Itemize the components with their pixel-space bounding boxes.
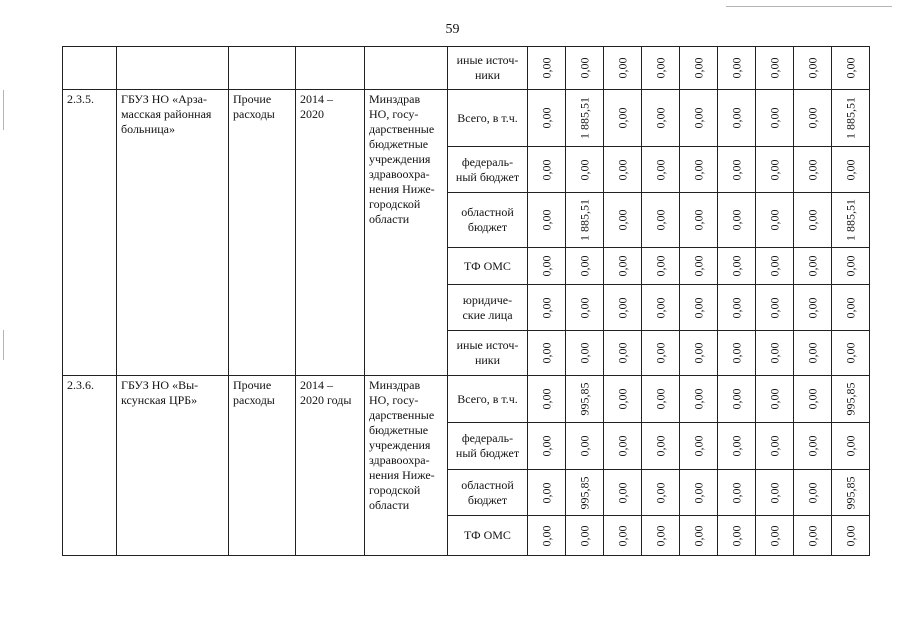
value-text: 0,00 bbox=[691, 482, 705, 503]
value-text: 0,00 bbox=[691, 435, 705, 457]
value-cell bbox=[642, 193, 680, 248]
value-text: 0,00 bbox=[577, 435, 591, 457]
value-cell bbox=[756, 285, 794, 331]
funding-source-cell: Всего, в т.ч. bbox=[448, 376, 528, 423]
value-text: 0,00 bbox=[577, 159, 591, 180]
value-text: 0,00 bbox=[653, 297, 667, 318]
funding-source-cell: ТФ ОМС bbox=[448, 516, 528, 556]
value-cell bbox=[756, 47, 794, 90]
value-cell bbox=[604, 47, 642, 90]
value-text: 995,85 bbox=[843, 476, 857, 509]
expense-type-cell bbox=[229, 376, 296, 556]
value-cell bbox=[756, 376, 794, 423]
value-cell bbox=[528, 248, 566, 285]
value-text: 0,00 bbox=[653, 159, 667, 180]
table-row bbox=[63, 376, 870, 423]
empty-cell bbox=[229, 47, 296, 90]
period-cell-text: 2014 – 2020 годы bbox=[300, 378, 352, 407]
value-text: 0,00 bbox=[691, 159, 705, 180]
value-cell bbox=[756, 331, 794, 376]
value-text: 0,00 bbox=[729, 107, 743, 129]
value-cell bbox=[832, 147, 870, 193]
value-text: 0,00 bbox=[615, 209, 629, 231]
value-text: 0,00 bbox=[805, 209, 819, 231]
value-text: 0,00 bbox=[539, 525, 553, 546]
value-cell bbox=[794, 193, 832, 248]
value-text: 0,00 bbox=[691, 209, 705, 231]
value-text: 0,00 bbox=[577, 342, 591, 364]
value-text: 0,00 bbox=[805, 159, 819, 180]
value-text: 0,00 bbox=[805, 482, 819, 503]
value-text: 0,00 bbox=[539, 297, 553, 318]
value-text: 0,00 bbox=[691, 57, 705, 79]
value-cell bbox=[642, 90, 680, 147]
scan-artifact-line bbox=[3, 90, 4, 130]
value-text: 0,00 bbox=[691, 107, 705, 129]
value-cell bbox=[680, 147, 718, 193]
value-text: 0,00 bbox=[615, 107, 629, 129]
value-cell bbox=[566, 423, 604, 470]
value-text: 0,00 bbox=[805, 388, 819, 410]
value-text: 0,00 bbox=[767, 255, 781, 277]
value-cell bbox=[832, 376, 870, 423]
value-text: 0,00 bbox=[539, 482, 553, 503]
value-text: 0,00 bbox=[805, 107, 819, 129]
funding-source-cell: федераль- ный бюджет bbox=[448, 147, 528, 193]
value-cell bbox=[604, 376, 642, 423]
value-cell bbox=[528, 516, 566, 556]
value-cell bbox=[832, 516, 870, 556]
funding-source-cell: Всего, в т.ч. bbox=[448, 90, 528, 147]
value-cell bbox=[794, 147, 832, 193]
value-cell bbox=[528, 90, 566, 147]
value-cell bbox=[756, 423, 794, 470]
value-cell bbox=[528, 423, 566, 470]
value-text: 0,00 bbox=[729, 159, 743, 180]
value-cell bbox=[604, 193, 642, 248]
value-cell bbox=[794, 470, 832, 516]
value-text: 0,00 bbox=[653, 342, 667, 364]
value-cell bbox=[832, 47, 870, 90]
period-cell bbox=[296, 376, 365, 556]
value-cell bbox=[794, 90, 832, 147]
value-cell bbox=[756, 147, 794, 193]
page-number: 59 bbox=[445, 22, 460, 37]
funding-source-cell: юридиче- ские лица bbox=[448, 285, 528, 331]
value-cell bbox=[604, 423, 642, 470]
budget-table bbox=[62, 46, 870, 556]
value-text: 0,00 bbox=[539, 255, 553, 277]
value-text: 995,85 bbox=[577, 476, 591, 509]
institution-name-cell-text: ГБУЗ НО «Вы- ксунская ЦРБ» bbox=[121, 378, 199, 407]
value-cell bbox=[642, 248, 680, 285]
value-text: 0,00 bbox=[767, 57, 781, 79]
value-cell bbox=[566, 47, 604, 90]
value-text: 0,00 bbox=[805, 435, 819, 457]
value-cell bbox=[832, 248, 870, 285]
value-text: 0,00 bbox=[615, 525, 629, 546]
expense-type-cell-text: Прочие расходы bbox=[233, 378, 275, 407]
value-text: 0,00 bbox=[653, 525, 667, 546]
value-cell bbox=[680, 47, 718, 90]
value-text: 0,00 bbox=[539, 209, 553, 231]
value-text: 0,00 bbox=[691, 255, 705, 277]
scan-artifact-line bbox=[726, 6, 892, 7]
value-cell bbox=[718, 248, 756, 285]
value-text: 0,00 bbox=[539, 388, 553, 410]
value-text: 0,00 bbox=[615, 255, 629, 277]
funding-source-cell: областной бюджет bbox=[448, 470, 528, 516]
value-cell bbox=[642, 147, 680, 193]
value-text: 0,00 bbox=[539, 435, 553, 457]
institution-name-cell-text: ГБУЗ НО «Арза- масская районная больница» bbox=[121, 92, 212, 136]
value-text: 0,00 bbox=[615, 57, 629, 79]
value-text: 0,00 bbox=[653, 107, 667, 129]
empty-cell bbox=[117, 47, 229, 90]
value-cell bbox=[718, 331, 756, 376]
value-cell bbox=[794, 423, 832, 470]
value-cell bbox=[680, 423, 718, 470]
value-cell bbox=[566, 376, 604, 423]
value-cell bbox=[604, 248, 642, 285]
value-text: 0,00 bbox=[653, 388, 667, 410]
value-text: 1 885,51 bbox=[577, 199, 591, 241]
empty-cell bbox=[296, 47, 365, 90]
value-cell bbox=[718, 147, 756, 193]
value-cell bbox=[566, 331, 604, 376]
value-cell bbox=[566, 90, 604, 147]
value-cell bbox=[604, 285, 642, 331]
value-cell bbox=[604, 516, 642, 556]
funding-source-cell: областной бюджет bbox=[448, 193, 528, 248]
value-cell bbox=[718, 470, 756, 516]
value-cell bbox=[832, 285, 870, 331]
value-text: 0,00 bbox=[729, 388, 743, 410]
institution-name-cell bbox=[117, 376, 229, 556]
value-cell bbox=[604, 331, 642, 376]
value-cell bbox=[528, 331, 566, 376]
executor-cell-text: Минздрав НО, госу- дарственные бюджетные учреждения здравоохра- нения Ниже- городской области bbox=[369, 378, 435, 512]
value-text: 1 885,51 bbox=[843, 97, 857, 139]
period-cell-text: 2014 – 2020 bbox=[300, 92, 333, 121]
value-text: 0,00 bbox=[805, 255, 819, 277]
value-text: 0,00 bbox=[539, 159, 553, 180]
value-cell bbox=[604, 147, 642, 193]
value-cell bbox=[642, 285, 680, 331]
value-text: 0,00 bbox=[843, 57, 857, 79]
value-text: 0,00 bbox=[577, 525, 591, 546]
value-cell bbox=[680, 331, 718, 376]
value-text: 1 885,51 bbox=[577, 97, 591, 139]
value-cell bbox=[832, 423, 870, 470]
value-cell bbox=[794, 516, 832, 556]
value-text: 0,00 bbox=[805, 525, 819, 546]
value-cell bbox=[718, 423, 756, 470]
value-text: 0,00 bbox=[805, 342, 819, 364]
value-cell bbox=[718, 516, 756, 556]
value-cell bbox=[718, 376, 756, 423]
value-text: 0,00 bbox=[577, 57, 591, 79]
value-text: 0,00 bbox=[767, 107, 781, 129]
value-text: 995,85 bbox=[577, 382, 591, 416]
value-cell bbox=[680, 248, 718, 285]
value-text: 0,00 bbox=[805, 297, 819, 318]
executor-cell bbox=[365, 90, 448, 376]
value-cell bbox=[794, 47, 832, 90]
value-text: 0,00 bbox=[615, 388, 629, 410]
value-text: 0,00 bbox=[577, 297, 591, 318]
value-cell bbox=[680, 516, 718, 556]
value-cell bbox=[794, 248, 832, 285]
value-text: 0,00 bbox=[653, 435, 667, 457]
funding-source-cell: иные источ- ники bbox=[448, 47, 528, 90]
value-cell bbox=[794, 285, 832, 331]
value-text: 995,85 bbox=[843, 382, 857, 416]
value-text: 1 885,51 bbox=[843, 199, 857, 241]
value-cell bbox=[566, 516, 604, 556]
value-cell bbox=[642, 47, 680, 90]
value-cell bbox=[528, 193, 566, 248]
executor-cell bbox=[365, 376, 448, 556]
value-cell bbox=[680, 470, 718, 516]
value-cell bbox=[680, 376, 718, 423]
value-cell bbox=[566, 147, 604, 193]
value-text: 0,00 bbox=[729, 209, 743, 231]
value-text: 0,00 bbox=[615, 482, 629, 503]
value-text: 0,00 bbox=[729, 297, 743, 318]
value-text: 0,00 bbox=[843, 255, 857, 277]
value-text: 0,00 bbox=[843, 435, 857, 457]
value-text: 0,00 bbox=[767, 297, 781, 318]
empty-cell bbox=[63, 47, 117, 90]
value-cell bbox=[794, 331, 832, 376]
value-cell bbox=[604, 90, 642, 147]
value-cell bbox=[832, 90, 870, 147]
expense-type-cell-text: Прочие расходы bbox=[233, 92, 275, 121]
value-cell bbox=[756, 248, 794, 285]
institution-name-cell bbox=[117, 90, 229, 376]
value-cell bbox=[756, 516, 794, 556]
value-text: 0,00 bbox=[843, 342, 857, 364]
funding-source-cell: ТФ ОМС bbox=[448, 248, 528, 285]
value-cell bbox=[566, 470, 604, 516]
period-cell bbox=[296, 90, 365, 376]
value-cell bbox=[832, 331, 870, 376]
value-text: 0,00 bbox=[767, 435, 781, 457]
value-cell bbox=[756, 193, 794, 248]
value-text: 0,00 bbox=[805, 57, 819, 79]
value-cell bbox=[794, 376, 832, 423]
value-text: 0,00 bbox=[767, 388, 781, 410]
value-text: 0,00 bbox=[539, 107, 553, 129]
value-text: 0,00 bbox=[729, 525, 743, 546]
value-text: 0,00 bbox=[577, 255, 591, 277]
value-cell bbox=[832, 470, 870, 516]
value-cell bbox=[528, 47, 566, 90]
value-cell bbox=[528, 285, 566, 331]
value-text: 0,00 bbox=[539, 57, 553, 79]
value-text: 0,00 bbox=[615, 342, 629, 364]
value-text: 0,00 bbox=[615, 297, 629, 318]
value-text: 0,00 bbox=[767, 482, 781, 503]
expense-type-cell bbox=[229, 90, 296, 376]
value-cell bbox=[642, 376, 680, 423]
value-text: 0,00 bbox=[729, 57, 743, 79]
executor-cell-text: Минздрав НО, госу- дарственные бюджетные учреждения здравоохра- нения Ниже- городской области bbox=[369, 92, 435, 226]
value-cell bbox=[680, 90, 718, 147]
value-text: 0,00 bbox=[767, 159, 781, 180]
value-cell bbox=[566, 248, 604, 285]
value-text: 0,00 bbox=[729, 255, 743, 277]
value-cell bbox=[718, 285, 756, 331]
table-row bbox=[63, 90, 870, 147]
value-cell bbox=[642, 331, 680, 376]
value-cell bbox=[566, 285, 604, 331]
value-cell bbox=[718, 193, 756, 248]
value-text: 0,00 bbox=[615, 435, 629, 457]
value-text: 0,00 bbox=[843, 159, 857, 180]
value-cell bbox=[680, 193, 718, 248]
empty-cell bbox=[365, 47, 448, 90]
item-number-cell bbox=[63, 90, 117, 376]
value-cell bbox=[642, 470, 680, 516]
table-row bbox=[63, 47, 870, 90]
value-cell bbox=[528, 470, 566, 516]
item-number-cell-text: 2.3.5. bbox=[67, 92, 94, 106]
value-cell bbox=[604, 470, 642, 516]
value-cell bbox=[566, 193, 604, 248]
value-text: 0,00 bbox=[653, 209, 667, 231]
funding-source-cell: федераль- ный бюджет bbox=[448, 423, 528, 470]
item-number-cell-text: 2.3.6. bbox=[67, 378, 94, 392]
value-text: 0,00 bbox=[539, 342, 553, 364]
value-cell bbox=[718, 47, 756, 90]
value-text: 0,00 bbox=[691, 525, 705, 546]
value-text: 0,00 bbox=[691, 297, 705, 318]
value-text: 0,00 bbox=[729, 342, 743, 364]
value-text: 0,00 bbox=[767, 342, 781, 364]
value-text: 0,00 bbox=[615, 159, 629, 180]
value-text: 0,00 bbox=[843, 297, 857, 318]
value-text: 0,00 bbox=[691, 342, 705, 364]
value-text: 0,00 bbox=[729, 482, 743, 503]
value-text: 0,00 bbox=[691, 388, 705, 410]
value-cell bbox=[718, 90, 756, 147]
value-cell bbox=[756, 90, 794, 147]
value-cell bbox=[756, 470, 794, 516]
value-text: 0,00 bbox=[653, 57, 667, 79]
value-text: 0,00 bbox=[767, 209, 781, 231]
value-text: 0,00 bbox=[653, 482, 667, 503]
value-cell bbox=[528, 376, 566, 423]
value-cell bbox=[642, 516, 680, 556]
value-text: 0,00 bbox=[843, 525, 857, 546]
funding-source-cell: иные источ- ники bbox=[448, 331, 528, 376]
value-text: 0,00 bbox=[767, 525, 781, 546]
value-cell bbox=[832, 193, 870, 248]
value-cell bbox=[680, 285, 718, 331]
value-cell bbox=[642, 423, 680, 470]
value-text: 0,00 bbox=[729, 435, 743, 457]
scan-artifact-line bbox=[3, 330, 4, 360]
value-cell bbox=[528, 147, 566, 193]
value-text: 0,00 bbox=[653, 255, 667, 277]
item-number-cell bbox=[63, 376, 117, 556]
